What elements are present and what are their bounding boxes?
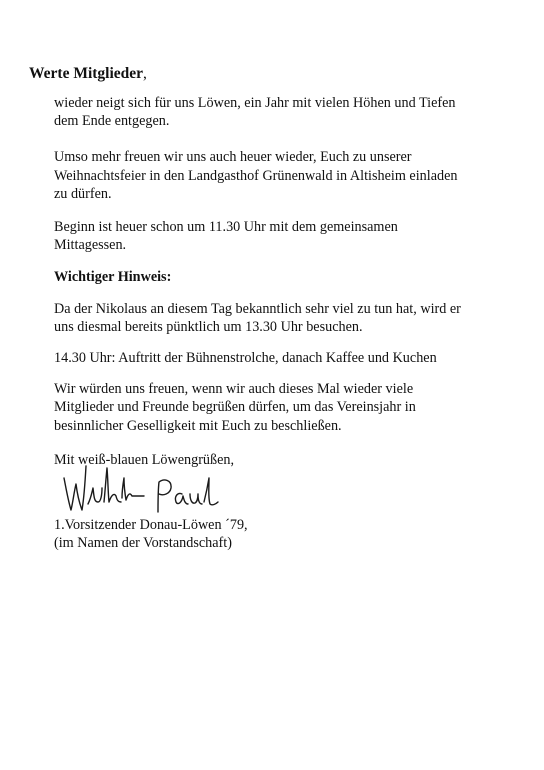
salutation-comma: , bbox=[143, 65, 147, 82]
paragraph-invitation: Umso mehr freuen wir uns auch heuer wieder, Euch zu unserer Weihnachtsfeier in den Landgasthof Grünenwald in Altisheim einladen zu dürfen. bbox=[54, 149, 458, 202]
paragraph-intro: wieder neigt sich für uns Löwen, ein Jahr mit vielen Höhen und Tiefen dem Ende entgegen. bbox=[54, 95, 456, 130]
paragraph-program: 14.30 Uhr: Auftritt der Bühnenstrolche, danach Kaffee und Kuchen bbox=[54, 350, 437, 367]
handwritten-signature bbox=[58, 458, 228, 520]
salutation-text: Werte Mitglieder bbox=[29, 65, 144, 82]
hint-heading: Wichtiger Hinweis: bbox=[54, 269, 172, 286]
signature-block bbox=[54, 516, 248, 552]
paragraph-greeting: Mit weiß-blauen Löwengrüßen, bbox=[54, 451, 235, 468]
paragraph-closing: Wir würden uns freuen, wenn wir auch dieses Mal wieder viele Mitglieder und Freunde begrüßen dürfen, um das Vereinsjahr in besinnlicher Geselligkeit mit Euch zu beschließen. bbox=[54, 381, 416, 434]
paragraph-start-time: Beginn ist heuer schon um 11.30 Uhr mit dem gemeinsamen Mittagessen. bbox=[54, 219, 398, 254]
signer-note: (im Namen der Vorstandschaft) bbox=[54, 535, 232, 551]
letter-body bbox=[54, 94, 524, 469]
salutation bbox=[29, 64, 147, 84]
signer-title: 1.Vorsitzender Donau-Löwen ´79, bbox=[54, 517, 248, 533]
paragraph-nikolaus: Da der Nikolaus an diesem Tag bekanntlich sehr viel zu tun hat, wird er uns diesmal bereits pünktlich um 13.30 Uhr besuchen. bbox=[54, 300, 461, 335]
